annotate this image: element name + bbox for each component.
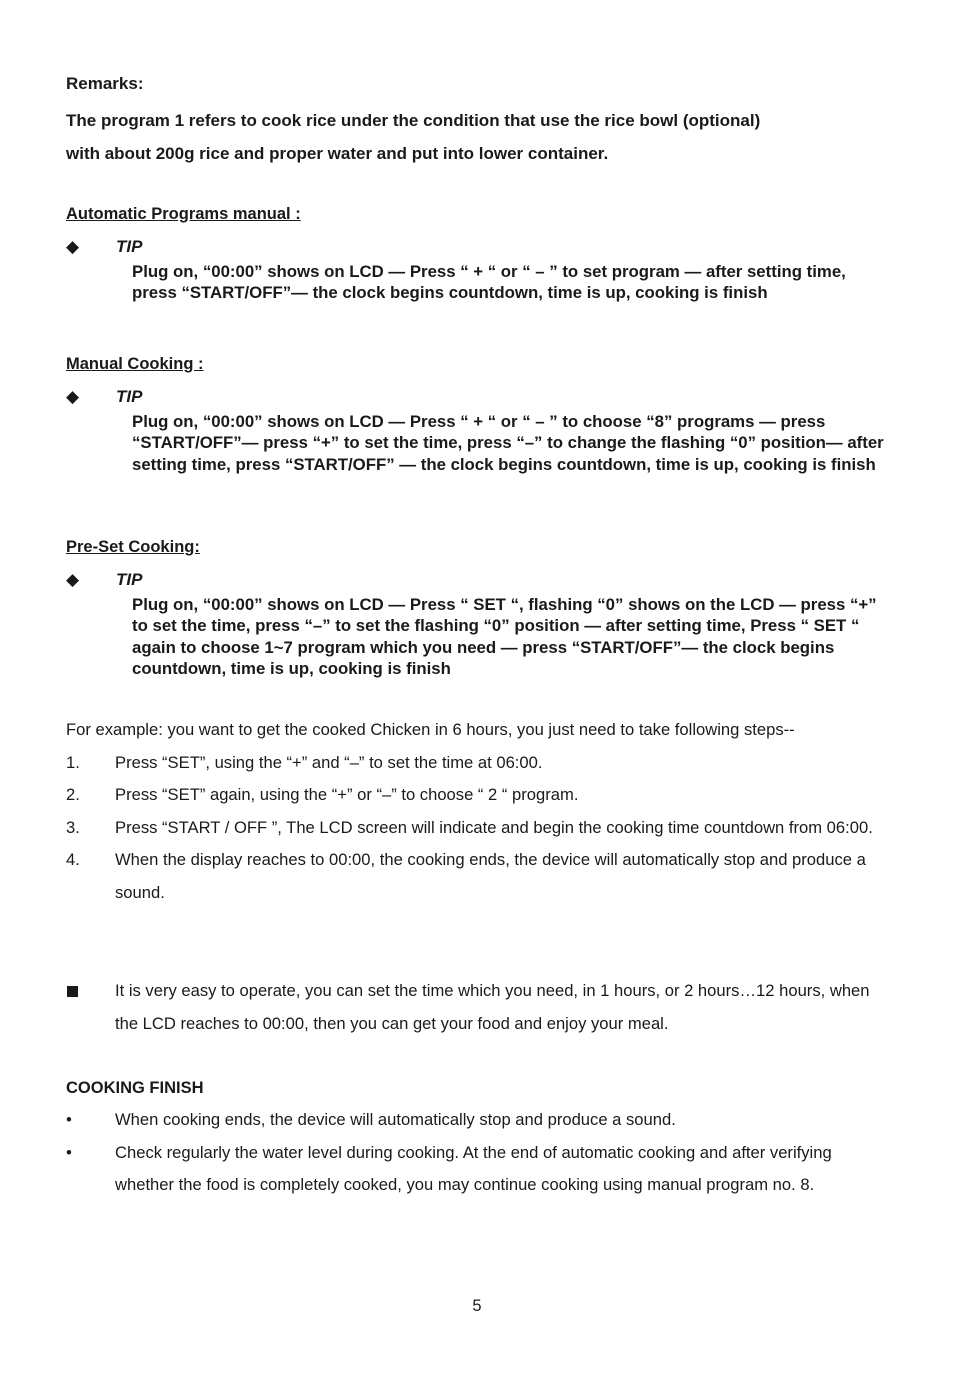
dot-bullet-icon: • [66,1110,72,1129]
example-intro: For example: you want to get the cooked Chicken in 6 hours, you just need to take following steps-- [66,720,795,739]
step-number: 1. [66,752,80,772]
diamond-bullet-icon: ◆ [66,387,80,406]
diamond-bullet-icon: ◆ [66,570,80,589]
bullet-text: When cooking ends, the device will automatically stop and produce a sound. [115,1110,676,1129]
step-text: When the display reaches to 00:00, the cooking ends, the device will automatically stop and produce a sound. [115,850,866,902]
note-list [66,975,894,1040]
list-item [66,1137,894,1202]
manual-cooking-heading: Manual Cooking : [66,355,204,373]
preset-cooking-heading: Pre-Set Cooking: [66,538,200,556]
cooking-finish-list [66,1104,894,1202]
list-item [66,975,894,1040]
square-bullet-icon [67,986,78,997]
list-item [66,779,894,812]
step-number: 2. [66,785,80,805]
diamond-bullet-icon: ◆ [66,237,80,256]
step-text: Press “START / OFF ”, The LCD screen will indicate and begin the cooking time countdown from 06:00. [115,817,873,837]
step-number: 4. [66,850,80,870]
tip-label: TIP [116,570,143,589]
automatic-programs-heading: Automatic Programs manual : [66,205,301,223]
cooking-finish-heading: COOKING FINISH [66,1079,204,1097]
example-steps [66,747,894,910]
manual-tip-text: Plug on, “00:00” shows on LCD — Press “ + “ or “ – ” to choose “8” programs — press “START/OFF”— press “+” to set the time, press “–” to change the flashing “0” position— after setting time, press “START/OFF” — the clock begins countdown, time is up, cooking is finish [132,412,884,474]
note-section [66,975,894,1040]
list-item [66,1104,894,1137]
remarks-line-2: with about 200g rice and proper water and put into lower container. [66,144,609,163]
automatic-tip-text: Plug on, “00:00” shows on LCD — Press “ + “ or “ – ” to set program — after setting time, press “START/OFF”— the clock begins countdown, time is up, cooking is finish [132,262,846,303]
tip-label: TIP [116,387,143,406]
list-item [66,747,894,780]
step-text: Press “SET” again, using the “+” or “–” to choose “ 2 “ program. [115,785,579,805]
page-number: 5 [472,1297,482,1315]
remarks-line-1: The program 1 refers to cook rice under the condition that use the rice bowl (optional) [66,111,761,130]
remarks-heading: Remarks: [66,74,144,93]
step-number: 3. [66,817,80,837]
step-text: Press “SET”, using the “+” and “–” to set the time at 06:00. [115,752,543,772]
list-item [66,844,894,909]
cooking-finish-section [66,1104,894,1202]
remarks-body [66,104,894,170]
list-item [66,812,894,845]
note-text: It is very easy to operate, you can set the time which you need, in 1 hours, or 2 hours…12 hours, when the LCD reaches to 00:00, then you can get your food and enjoy your meal. [115,981,870,1033]
tip-label: TIP [116,237,143,256]
dot-bullet-icon: • [66,1142,72,1162]
preset-tip-text: Plug on, “00:00” shows on LCD — Press “ SET “, flashing “0” shows on the LCD — press “+” to set the time, press “–” to set the flashing “0” position — after setting time, Press “ SET “ again to choose 1~7 program which you need — press “START/OFF”— the clock begins countdown, time is up, cooking is finish [132,595,877,678]
example-section [66,714,894,910]
bullet-text: Check regularly the water level during cooking. At the end of automatic cooking and after verifying whether the food is completely cooked, you may continue cooking using manual program no. 8. [115,1142,832,1195]
